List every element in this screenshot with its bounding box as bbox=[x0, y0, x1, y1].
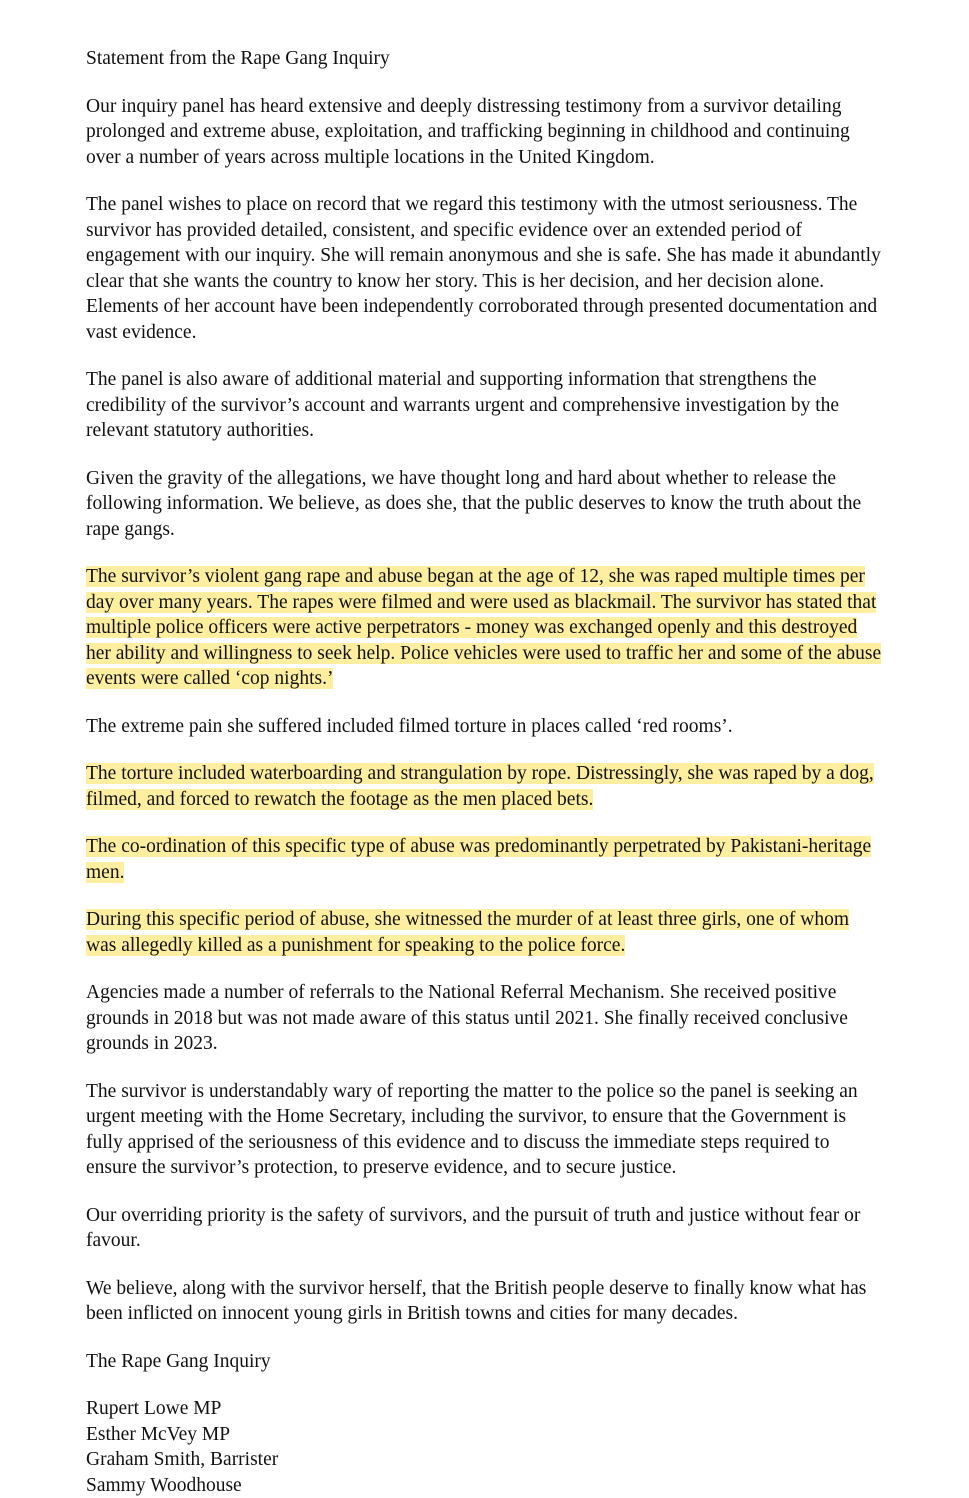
highlighted-text: During this specific period of abuse, she witnessed the murder of at least three girls, one of whom was allegedly killed as a punishment for speaking to the police force. bbox=[86, 909, 849, 956]
highlighted-text: The survivor’s violent gang rape and abuse began at the age of 12, she was raped multiple times per day over many years. The rapes were filmed and were used as blackmail. The survivor has stated that multiple police officers were active perpetrators - money was exchanged openly and this destroyed her ability and willingness to seek help. Police vehicles were used to traffic her and some of the abuse events were called ‘cop nights.’ bbox=[86, 566, 881, 689]
highlighted-text: The torture included waterboarding and strangulation by rope. Distressingly, she was raped by a dog, filmed, and forced to rewatch the footage as the men placed bets. bbox=[86, 763, 874, 810]
paragraph-10 bbox=[86, 980, 883, 1057]
paragraph-7-highlighted bbox=[86, 761, 883, 812]
document-body bbox=[86, 46, 883, 1498]
paragraph-text: We believe, along with the survivor herself, that the British people deserve to finally know what has been inflicted on innocent young girls in British towns and cities for many decades. bbox=[86, 1278, 866, 1325]
highlighted-text: The co-ordination of this specific type of abuse was predominantly perpetrated by Pakistani-heritage men. bbox=[86, 836, 871, 883]
paragraph-text: Our inquiry panel has heard extensive and deeply distressing testimony from a survivor detailing prolonged and extreme abuse, exploitation, and trafficking beginning in childhood and continuing over a number of years across multiple locations in the United Kingdom. bbox=[86, 96, 850, 168]
paragraph-11 bbox=[86, 1079, 883, 1181]
signatory-item: Graham Smith, Barrister bbox=[86, 1447, 883, 1473]
paragraph-text: Given the gravity of the allegations, we have thought long and hard about whether to release the following information. We believe, as does she, that the public deserves to know the truth about the rape gangs. bbox=[86, 468, 861, 540]
signatory-list bbox=[86, 1396, 883, 1498]
paragraph-text: Our overriding priority is the safety of survivors, and the pursuit of truth and justice without fear or favour. bbox=[86, 1205, 860, 1252]
signatory-item: Rupert Lowe MP bbox=[86, 1396, 883, 1422]
paragraph-9-highlighted bbox=[86, 907, 883, 958]
paragraph-4 bbox=[86, 466, 883, 543]
document-heading: Statement from the Rape Gang Inquiry bbox=[86, 46, 883, 72]
paragraph-5-highlighted bbox=[86, 564, 883, 692]
paragraph-6 bbox=[86, 714, 883, 740]
signatory-item: Sammy Woodhouse bbox=[86, 1473, 883, 1498]
paragraph-text: The panel wishes to place on record that we regard this testimony with the utmost seriousness. The survivor has provided detailed, consistent, and specific evidence over an extended period of engagement with our inquiry. She will remain anonymous and she is safe. She has made it abundantly clear that she wants the country to know her story. This is her decision, and her decision alone. Elements of her account have been independently corroborated through presented documentation and vast evidence. bbox=[86, 194, 881, 343]
signatory-item: Esther McVey MP bbox=[86, 1422, 883, 1448]
paragraph-3 bbox=[86, 367, 883, 444]
paragraph-8-highlighted bbox=[86, 834, 883, 885]
paragraph-1 bbox=[86, 94, 883, 171]
paragraph-13 bbox=[86, 1276, 883, 1327]
paragraph-text: Agencies made a number of referrals to the National Referral Mechanism. She received positive grounds in 2018 but was not made aware of this status until 2021. She finally received conclusive grounds in 2023. bbox=[86, 982, 848, 1054]
paragraph-2 bbox=[86, 192, 883, 345]
paragraph-text: The panel is also aware of additional material and supporting information that strengthens the credibility of the survivor’s account and warrants urgent and comprehensive investigation by the relevant statutory authorities. bbox=[86, 369, 839, 441]
paragraph-text: The survivor is understandably wary of reporting the matter to the police so the panel is seeking an urgent meeting with the Home Secretary, including the survivor, to ensure that the Government is fully apprised of the seriousness of this evidence and to discuss the immediate steps required to ensure the survivor’s protection, to preserve evidence, and to secure justice. bbox=[86, 1081, 858, 1179]
signoff-line: The Rape Gang Inquiry bbox=[86, 1349, 883, 1375]
paragraph-12 bbox=[86, 1203, 883, 1254]
paragraph-text: The extreme pain she suffered included filmed torture in places called ‘red rooms’. bbox=[86, 716, 733, 737]
